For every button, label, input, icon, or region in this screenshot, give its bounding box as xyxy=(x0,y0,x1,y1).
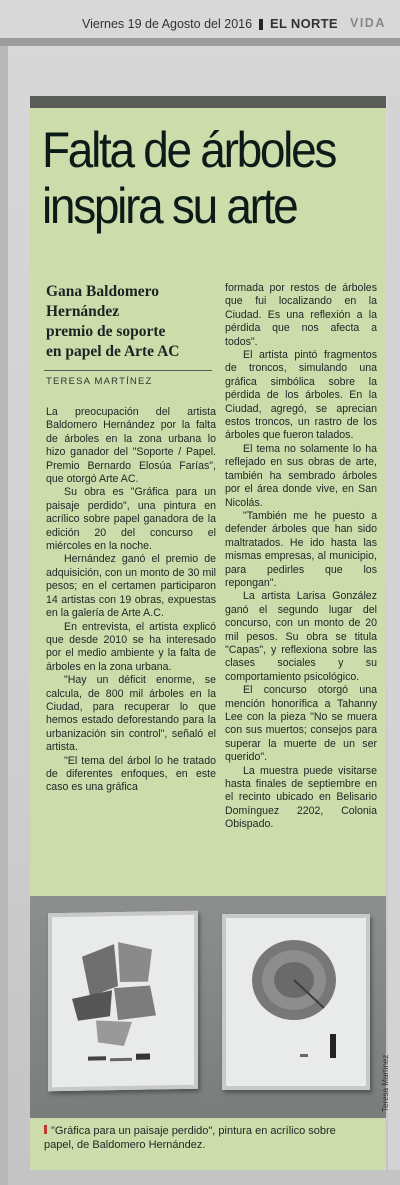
trunk-fragment xyxy=(82,944,118,997)
caption-marker xyxy=(44,1125,47,1134)
framed-artwork-right xyxy=(222,914,370,1090)
caption-text: "Gráfica para un paisaje perdido", pintura en acrílico sobre papel, de Baldomero Hernández. xyxy=(44,1125,336,1151)
byline-rule xyxy=(44,370,212,371)
paragraph: formada por restos de árboles que fui localizando en la Ciudad. Es una reflexión a la pérdida que nos afecta a todos". xyxy=(225,282,377,348)
subhead-line-1: Gana Baldomero xyxy=(46,283,159,300)
trunk-fragment xyxy=(72,990,112,1021)
paragraph: El concurso otorgó una mención honorífica a Tahanny Lee con la pieza "No se muera con sus muertos; consejos para superar la muerte de un ser querido". xyxy=(225,684,377,764)
headline xyxy=(42,122,346,234)
graphic-bar xyxy=(110,1058,132,1061)
paragraph: La preocupación del artista Baldomero Hernández por la falta de árboles en la zona urbana lo hizo ganador del "Soporte / Papel. Premio Bernardo Elosúa Farías", que otorgó Arte AC. xyxy=(46,406,216,486)
paragraph: "Hay un déficit enorme, se calcula, de 800 mil árboles en la Ciudad, para recuperar lo que hemos estado deforestando para la urbanización sin control", señaló el artista. xyxy=(46,674,216,754)
article-column-2 xyxy=(225,282,377,832)
subhead-line-4: en papel de Arte AC xyxy=(46,343,180,360)
graphic-bar xyxy=(88,1056,106,1060)
subhead-line-3: premio de soporte xyxy=(46,323,166,340)
headline-line-2: inspira su arte xyxy=(42,178,297,234)
article-top-bar xyxy=(30,96,386,108)
headline-line-1: Falta de árboles xyxy=(42,122,336,178)
paragraph: Su obra es "Gráfica para un paisaje perdido", una pintura en acrílico sobre papel ganadora de la edición 20 del concurso el miércoles en la noche. xyxy=(46,486,216,553)
tree-cross-section-artwork xyxy=(226,918,366,1086)
issue-date: Viernes 19 de Agosto del 2016 xyxy=(82,17,253,31)
right-margin-strip xyxy=(388,96,400,1170)
byline: TERESA MARTÍNEZ xyxy=(46,376,153,387)
paragraph: La muestra puede visitarse hasta finales de septiembre en el recinto ubicado en Belisario Domínguez 2202, Colonia Obispado. xyxy=(225,764,377,831)
paragraph: "También me he puesto a defender árboles que han sido maltratados. He ido hasta las mismas empresas, al municipio, para pedirles que los repongan". xyxy=(225,509,377,589)
subhead-line-2: Hernández xyxy=(46,303,120,320)
trunk-fragment xyxy=(114,985,156,1020)
subheadline xyxy=(46,282,214,362)
masthead xyxy=(0,12,400,34)
photo-caption xyxy=(44,1124,354,1152)
section-name: VIDA xyxy=(350,16,386,30)
paragraph: Hernández ganó el premio de adquisición, con un monto de 30 mil pesos; en el certamen participaron 14 artistas con 19 obras, expuestas en la galería de Arte A.C. xyxy=(46,553,216,620)
article-column-1 xyxy=(46,406,216,795)
paragraph: En entrevista, el artista explicó que desde 2010 se ha interesado por el medio ambiente y la falta de árboles en la zona urbana. xyxy=(46,620,216,673)
paragraph: "El tema del árbol lo he tratado de diferentes enfoques, en este caso es una gráfica xyxy=(46,754,216,794)
photo-credit: Teresa Martínez xyxy=(381,1054,390,1112)
framed-artwork-left xyxy=(48,911,198,1092)
left-margin-strip xyxy=(0,46,8,1185)
graphic-bar xyxy=(136,1054,150,1060)
graphic-bar xyxy=(330,1034,336,1058)
graphic-bar xyxy=(300,1054,308,1057)
paragraph: El artista pintó fragmentos de troncos, simulando una gráfica simbólica sobre la pérdida de los árboles. En la Ciudad, agregó, se aprecian estos troncos, un rastro de los árboles que fueron talados. xyxy=(225,349,377,442)
masthead-divider xyxy=(259,19,263,30)
top-rule xyxy=(0,38,400,46)
paragraph: El tema no solamente lo ha reflejado en sus obras de arte, también ha sembrado árboles por el área donde vive, en San Nicolás. xyxy=(225,442,377,509)
trunk-fragment xyxy=(118,941,152,982)
trunk-fragment xyxy=(96,1020,132,1047)
paragraph: La artista Larisa González ganó el segundo lugar del concurso, con un monto de 20 mil pesos. Su obra se titula "Capas", y reflexiona sobre las clases sociales y su comportamiento psicológico. xyxy=(225,590,377,683)
tree-fragments-artwork xyxy=(52,915,194,1087)
paper-name: EL NORTE xyxy=(270,16,338,31)
